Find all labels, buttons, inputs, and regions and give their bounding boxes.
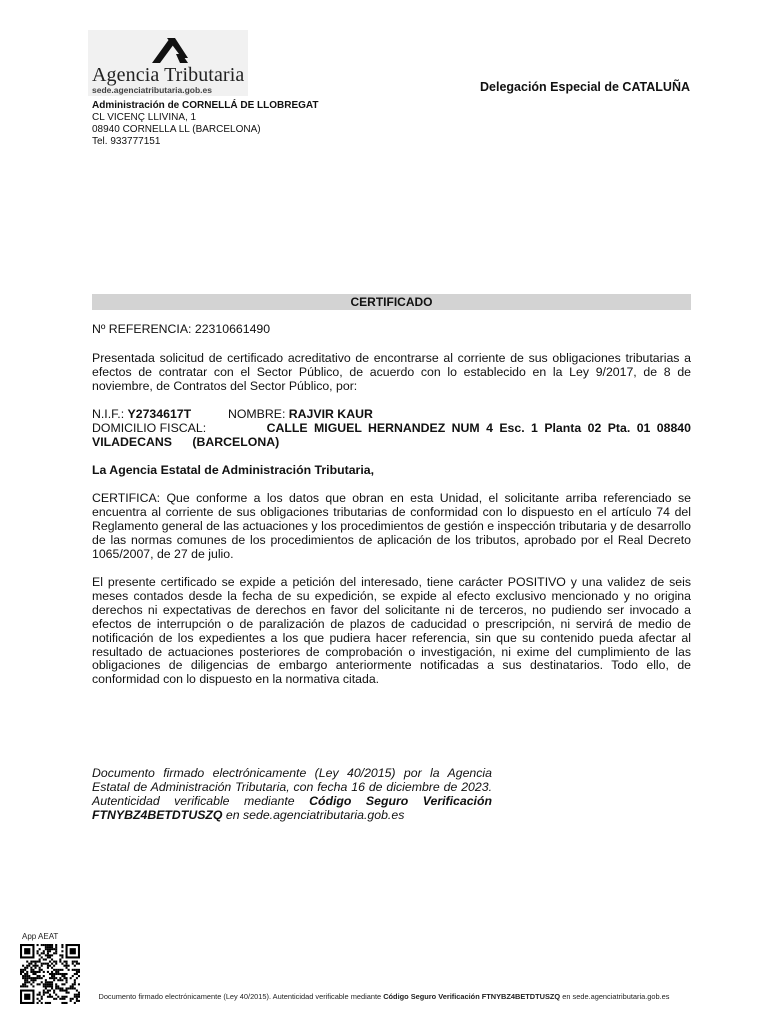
app-aeat-label: App AEAT xyxy=(22,932,59,941)
certifica-paragraph: CERTIFICA: Que conforme a los datos que obran en esta Unidad, el solicitante arriba referenciado se encuentra al corriente de sus obligaciones tributarias de conformidad con lo dispuesto en el artículo 74 del Reglamento general de las actuaciones y los procedimientos de gestión e inspección tributaria y de desarrollo de las normas comunes de los procedimientos de aplicación de los tributos, aprobado por el Real Decreto 1065/2007, de 27 de julio. xyxy=(92,491,691,561)
footer-verification-note xyxy=(0,992,768,1001)
domicile-label: DOMICILIO FISCAL: xyxy=(92,420,207,435)
electronic-signature-note xyxy=(92,766,492,822)
taxpayer-block xyxy=(92,408,691,450)
validity-paragraph: El presente certificado se expide a petición del interesado, tiene carácter POSITIVO y una validez de seis meses contados desde la fecha de su expedición, se expide al efecto exclusivo mencionado y no origina derechos ni expectativas de derechos en favor del solicitante ni de terceros, no pudiendo ser invocado a efectos de interrupción o de paralización de plazos de caducidad o prescripción, ni servirá de medio de notificación de los expedientes a los que pudiera hacer referencia, sin que su contenido pueda afectar al resultado de actuaciones posteriores de comprobación o investigación, ni exime del cumplimiento de las obligaciones de diligencias de embargo anteriormente notificadas a sus destinatarios. Todo ello, de conformidad con lo dispuesto en la normativa citada. xyxy=(92,575,691,687)
logo-agency-name: Agencia Tributaria xyxy=(92,64,245,86)
office-street: CL VICENÇ LLIVINA, 1 xyxy=(92,112,197,123)
office-name: Administración de CORNELLÁ DE LLOBREGAT xyxy=(92,100,319,111)
office-address xyxy=(92,100,319,148)
nif-label: N.I.F.: xyxy=(92,407,125,421)
footer-csv: Código Seguro Verificación FTNYBZ4BETDTUSZQ xyxy=(383,992,561,1001)
agency-emblem-icon xyxy=(150,36,190,64)
office-city: 08940 CORNELLA LL (BARCELONA) xyxy=(92,124,261,135)
signature-verify-site: en sede.agenciatributaria.gob.es xyxy=(225,808,405,822)
agency-statement: La Agencia Estatal de Administración Tributaria, xyxy=(92,463,374,477)
nif-value: Y2734617T xyxy=(127,407,192,421)
domicile-value-line1: CALLE MIGUEL HERNANDEZ NUM 4 Esc. 1 Planta 02 Pta. 01 08840 xyxy=(266,420,691,435)
certificate-title: CERTIFICADO xyxy=(350,295,433,309)
agency-logo xyxy=(88,30,248,96)
footer-text: Documento firmado electrónicamente (Ley 40/2015). Autenticidad verificable mediante xyxy=(98,992,382,1001)
name-value: RAJVIR KAUR xyxy=(288,407,373,421)
request-paragraph: Presentada solicitud de certificado acreditativo de encontrarse al corriente de sus obligaciones tributarias a efectos de contratar con el Sector Público, de acuerdo con lo establecido en la Ley 9/2017, de 8 de noviembre, de Contratos del Sector Público, por: xyxy=(92,351,691,393)
certificate-title-bar xyxy=(92,294,691,310)
logo-website: sede.agenciatributaria.gob.es xyxy=(92,85,212,95)
signature-csv-label: Código Seguro Verificación xyxy=(309,794,492,808)
footer-site: en sede.agenciatributaria.gob.es xyxy=(562,992,670,1001)
signature-csv-code: FTNYBZ4BETDTUSZQ xyxy=(92,808,223,822)
name-label: NOMBRE: xyxy=(227,407,286,421)
reference-number: Nº REFERENCIA: 22310661490 xyxy=(92,322,271,336)
office-phone: Tel. 933777151 xyxy=(92,136,161,147)
delegation-title: Delegación Especial de CATALUÑA xyxy=(480,80,690,94)
domicile-value-line2: VILADECANS (BARCELONA) xyxy=(92,434,280,449)
signature-text: Documento firmado electrónicamente (Ley 40/2015) por la Agencia Estatal de Administración Tributaria, con fecha 16 de diciembre de 2023. Autenticidad verificable mediante xyxy=(92,766,492,808)
